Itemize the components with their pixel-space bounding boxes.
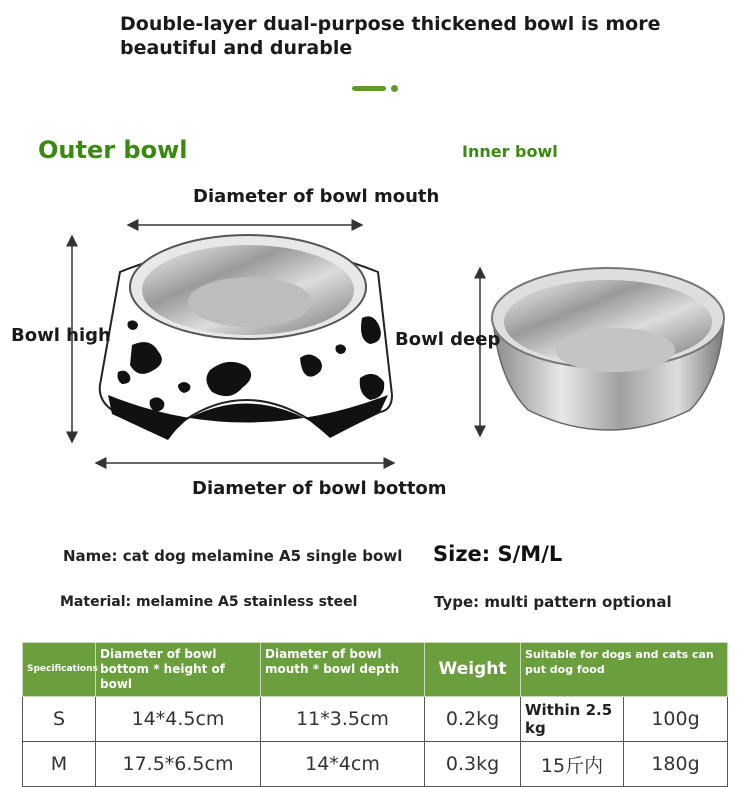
cell-weight: 0.2kg — [425, 697, 521, 742]
outer-bowl-title: Outer bowl — [38, 136, 188, 164]
product-name: Name: cat dog melamine A5 single bowl — [63, 547, 403, 565]
cell-suitable: 15斤内 — [521, 742, 624, 787]
cell-bottom-height: 14*4.5cm — [96, 697, 261, 742]
header-suitable: Suitable for dogs and cats can put dog food — [521, 643, 728, 697]
table-row — [23, 742, 728, 787]
table-header-row — [23, 643, 728, 697]
cell-capacity: 100g — [624, 697, 728, 742]
table-row — [23, 697, 728, 742]
cell-size: M — [23, 742, 96, 787]
headline: Double-layer dual-purpose thickened bowl is more beautiful and durable — [120, 13, 661, 59]
product-type: Type: multi pattern optional — [434, 593, 672, 611]
inner-bowl-title: Inner bowl — [462, 142, 558, 161]
mouth-diameter-label: Diameter of bowl mouth — [193, 186, 440, 207]
header-specifications: Specifications — [23, 643, 96, 697]
bowl-high-label: Bowl high — [11, 325, 111, 346]
cell-size: S — [23, 697, 96, 742]
cell-capacity: 180g — [624, 742, 728, 787]
cell-mouth-depth: 14*4cm — [261, 742, 425, 787]
spec-table — [22, 642, 728, 787]
cell-suitable: Within 2.5 kg — [521, 697, 624, 742]
product-size: Size: S/M/L — [433, 542, 563, 566]
product-material: Material: melamine A5 stainless steel — [60, 594, 358, 610]
cell-mouth-depth: 11*3.5cm — [261, 697, 425, 742]
inner-bowl-image — [492, 268, 724, 430]
header-bottom-height: Diameter of bowl bottom * height of bowl — [96, 643, 261, 697]
cell-bottom-height: 17.5*6.5cm — [96, 742, 261, 787]
cell-weight: 0.3kg — [425, 742, 521, 787]
header-weight: Weight — [425, 643, 521, 697]
bowl-deep-label: Bowl deep — [395, 329, 501, 350]
outer-bowl-image — [100, 235, 392, 440]
bottom-diameter-label: Diameter of bowl bottom — [192, 478, 447, 499]
header-mouth-depth: Diameter of bowl mouth * bowl depth — [261, 643, 425, 697]
